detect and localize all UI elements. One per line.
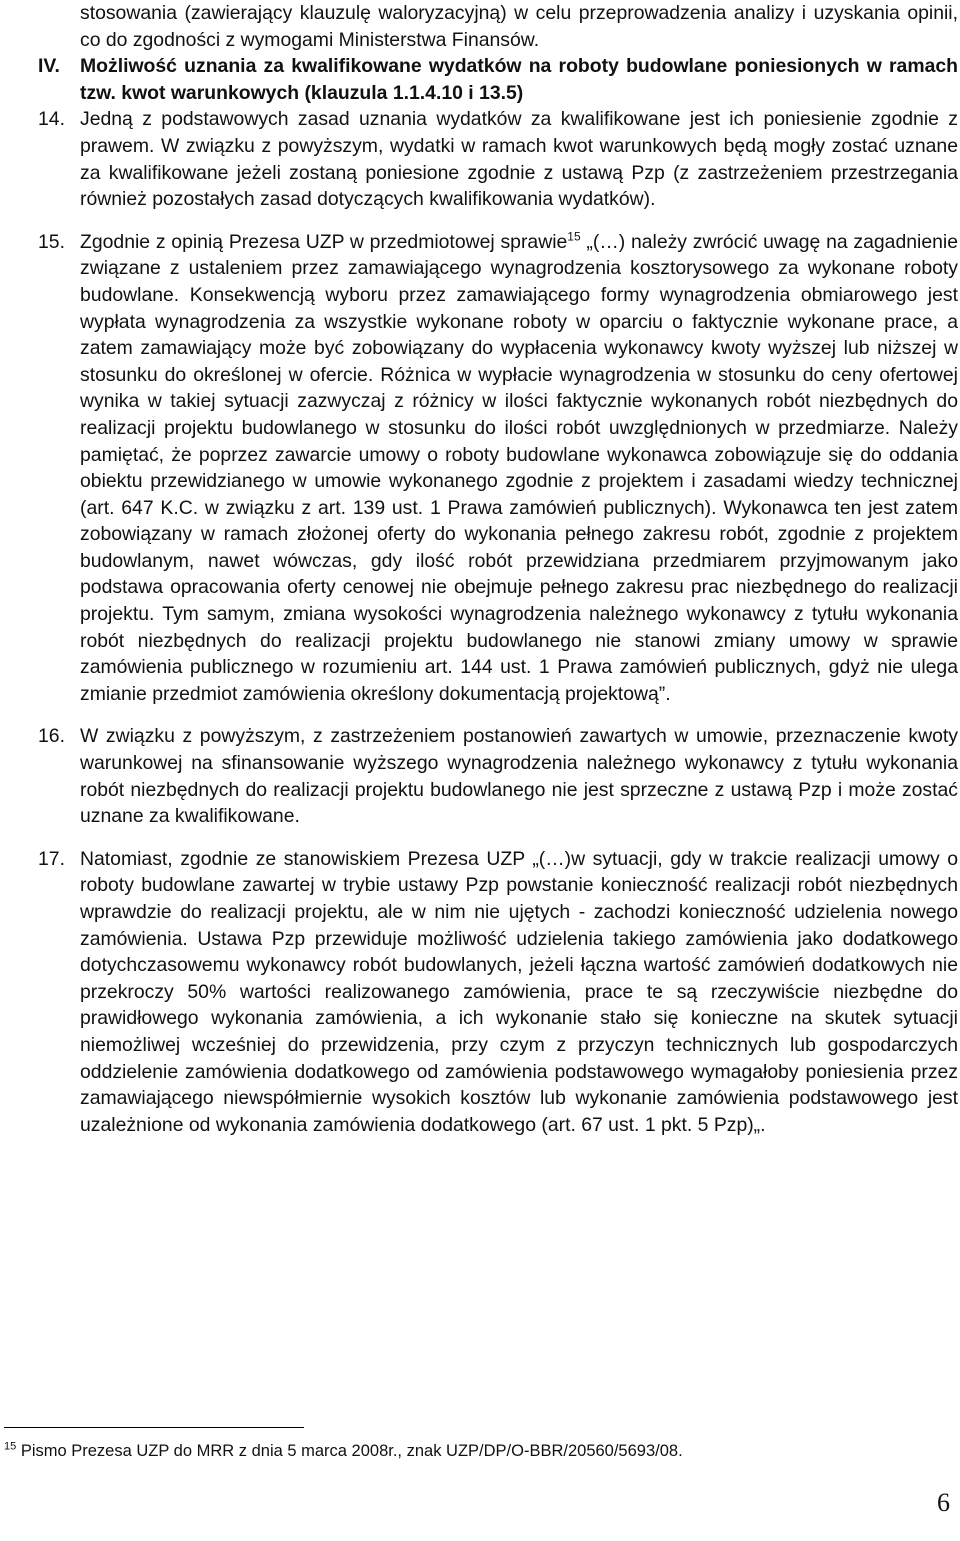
paragraph-number: 14. [38, 108, 65, 131]
paragraph-text-start: Zgodnie z opinią Prezesa UZP w przedmiotowej sprawie [80, 230, 568, 253]
paragraph-number: 17. [38, 847, 65, 870]
footnote-number: 15 [4, 1440, 17, 1453]
paragraph-number: 16. [38, 725, 65, 748]
document-body [38, 0, 958, 1138]
paragraph-text: Jedną z podstawowych zasad uznania wydatków za kwalifikowane jest ich poniesienie zgodnie z prawem. W związku z powyższym, wydatki w ramach kwot warunkowych będą mogły zostać uznane za kwalifikowane jeżeli zostaną poniesione zgodnie z ustawą Pzp (z zastrzeżeniem przestrzegania również pozostałych zasad dotyczących kwalifikowania wydatków). [80, 108, 958, 211]
paragraph-text-quote: „(…) należy zwrócić uwagę na zagadnienie związane z ustaleniem przez zamawiającego wynagrodzenia kosztorysowego za wykonane roboty budowlane. Konsekwencją wyboru przez zamawiającego formy wynagrodzenia obmiarowego jest wypłata wynagrodzenia za wszystkie wykonane roboty w oparciu o faktycznie wykonane prace, a zatem zamawiający może być zobowiązany do wypłacenia wykonawcy kwoty wyższej lub niższej w stosunku do określonej w ofercie. Różnica w wypłacie wynagrodzenia w stosunku do ceny ofertowej wynika w takiej sytuacji zazwyczaj z różnicy w ilości faktycznie wykonanych robót niezbędnych do realizacji projektu budowlanego w stosunku do ilości robót uwzględnionych w przedmiarze. Należy pamiętać, że poprzez zawarcie umowy o roboty budowlane wykonawca zobowiązuje się do oddania obiektu przewidzianego w umowie wykonanego zgodnie z projektem i zasadami wiedzy technicznej (art. 647 K.C. w związku z art. 139 ust. 1 Prawa zamówień publicznych). Wykonawca ten jest zatem zobowiązany w ramach złożonej oferty do wykonania pełnego zakresu robót, zgodnie z projektem budowlanym, nawet wówczas, gdy ilość robót przewidziana przedmiarem przyjmowanym jako podstawa opracowania oferty cenowej nie obejmuje pełnego zakresu prac niezbędnego do realizacji projektu. Tym samym, zmiana wysokości wynagrodzenia należnego wykonawcy z tytułu wykonania robót niezbędnych do realizacji projektu budowlanego nie stanowi zmiany umowy w sprawie zamówienia publicznego w rozumieniu art. 144 ust. 1 Prawa zamówień publicznych, gdyż nie ulega zmianie przedmiot zamówienia określony dokumentacją projektową”. [80, 230, 958, 705]
section-heading [38, 53, 958, 106]
paragraph-text: W związku z powyższym, z zastrzeżeniem postanowień zawartych w umowie, przeznaczenie kwoty warunkowej na sfinansowanie wyższego wynagrodzenia należnego wykonawcy z tytułu wykonania robót niezbędnych do realizacji projektu budowlanego nie jest sprzeczne z ustawą Pzp i może zostać uznane za kwalifikowane. [80, 725, 958, 828]
continuation-text: stosowania (zawierający klauzulę waloryzacyjną) w celu przeprowadzenia analizy i uzyskania opinii, co do zgodności z wymogami Ministerstwa Finansów. [80, 2, 958, 51]
footnote-separator [4, 1427, 304, 1428]
paragraph-15 [38, 229, 958, 708]
paragraph-17 [38, 846, 958, 1139]
page-number: 6 [937, 1488, 950, 1517]
paragraph-14 [38, 106, 958, 212]
paragraph-16 [38, 723, 958, 829]
section-heading-number: IV. [38, 55, 60, 78]
paragraph-number: 15. [38, 230, 65, 253]
footnote-text: Pismo Prezesa UZP do MRR z dnia 5 marca 2008r., znak UZP/DP/O-BBR/20560/5693/08. [16, 1442, 683, 1460]
paragraph-text: Natomiast, zgodnie ze stanowiskiem Prezesa UZP „(…)w sytuacji, gdy w trakcie realizacji umowy o roboty budowlane zawartej w trybie ustawy Pzp powstanie konieczność realizacji robót niezbędnych wprawdzie do realizacji projektu, ale w nim nie ujętych - zachodzi konieczność udzielenia nowego zamówienia. Ustawa Pzp przewiduje możliwość udzielenia takiego zamówienia jako dodatkowego dotychczasowemu wykonawcy robót budowlanych, jeżeli łączna wartość zamówień dodatkowych nie przekroczy 50% wartości realizowanego zamówienia, prace te są rzeczywiście niezbędne do prawidłowego wykonania zamówienia, a ich wykonanie stało się konieczne na skutek sytuacji niemożliwej wcześniej do przewidzenia, przy czym z przyczyn technicznych lub gospodarczych oddzielenie zamówienia dodatkowego od zamówienia podstawowego wymagałoby poniesienia przez zamawiającego niewspółmiernie wysokich kosztów lub wykonanie zamówienia podstawowego jest uzależnione od wykonania zamówienia dodatkowego (art. 67 ust. 1 pkt. 5 Pzp)„. [80, 847, 958, 1136]
footnote [4, 1441, 683, 1461]
continuation-paragraph [38, 0, 958, 53]
section-heading-text: Możliwość uznania za kwalifikowane wydatków na roboty budowlane poniesionych w ramach tzw. kwot warunkowych (klauzula 1.1.4.10 i 13.5) [80, 55, 958, 104]
footnote-reference: 15 [567, 229, 581, 244]
